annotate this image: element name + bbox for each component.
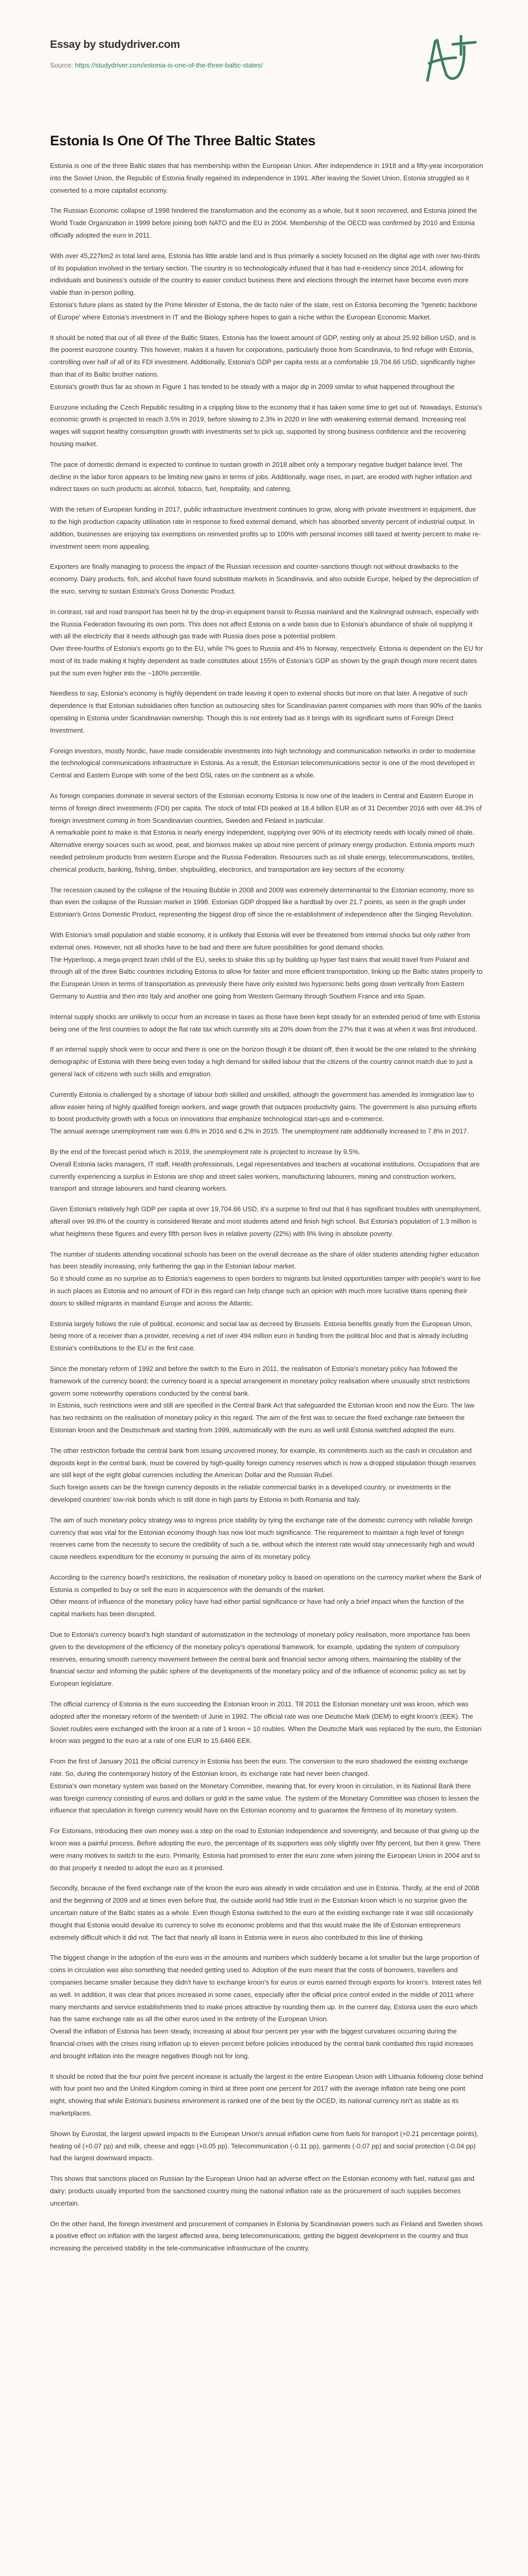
- essay-paragraph: In contrast, rail and road transport has been hit by the drop-in equipment transit to Russia mainland and the Kaliningrad outreach, especially with the Russia Federation favouring its own ports. This does not affect Estonia on a wide basis due to Estonia's abundance of shale oil supplying it with all the electricity that it needs although gas trade with Russia does pose a potential problem.: [50, 607, 479, 640]
- source-link[interactable]: https://studydriver.com/estonia-is-one-of-the-three-baltic-states/: [75, 61, 263, 69]
- essay-paragraph: The Hyperloop, a mega-project brain child of the EU, seeks to shake this up by building up hyper fast trains that would travel from Poland and through all of the three Baltic countries including Estonia to allow for faster and more efficient transportation, linking up the Baltic states properly to the European Union in terms of transportation as previously there have only existed two hypersonic belts going down vertically from Eastern Germany to Austria and then into Italy and another one going from Western Germany through Southern France and into Spain.: [50, 955, 483, 1001]
- essay-paragraph: The other restriction forbade the central bank from issuing uncovered money, for example, its commitments such as the cash in circulation and deposits kept in the central bank, must be covered by high-quality foreign currency reserves which is now a dropped stipulation though reserves are still kept of the eight global currencies including the American Dollar and the Russian Rubel.: [50, 1446, 476, 1479]
- essay-paragraph: Estonia is one of the three Baltic states that has membership within the European Union. After independence in 1918 and a fifty-year incorporation into the Soviet Union, the Republic of Estonia finally regained its independence in 1991. After leaving the Soviet Union, Estonia struggled as it converted to a more capitalist economy.: [50, 162, 483, 194]
- essay-paragraph: Other means of influence of the monetary policy have had either partial significance or have had only a brief impact when the function of the capital markets has been disrupted.: [50, 1598, 464, 1618]
- essay-paragraph: So it should come as no surprise as to Estonia's eagerness to open borders to migrants but limited opportunities tamper with people's want to live in such places as Estonia and no amount of FDI in this regard can help change such an opinion with much more lucrative titans opening their doors to skilled migrants in mainland Europe and across the Atlantic.: [50, 1275, 481, 1307]
- essay-paragraph: Overall the inflation of Estonia has been steady, increasing at about four percent per year with the biggest curvatures occurring during the financial crises with the crises rising inflation up to eleven percent before policies introduced by the central bank combatted this rapid increases and brought inflation into the meagre negatives though not for long.: [50, 2027, 473, 2060]
- page-title: Estonia Is One Of The Three Baltic States: [50, 133, 316, 148]
- essay-paragraph: Given Estonia's relatively high GDP per capita at over 19,704.66 USD, it's a surprise to find out that it has significant troubles with unemployment, afterall over 99.8% of the country is considered literate and most students attend and finish high school. But Estonia's population of 1.3 million is what heightens these figures and every fifth person lives in relative poverty (22%) with 8% living in absolute poverty.: [50, 1205, 481, 1238]
- essay-paragraph: For Estonians, introducing their own money was a step on the road to Estonian independence and sovereignty, and because of that giving up the kroon was a painful process. Before adopting the euro, the percentage of its supporters was only slightly over fifty percent, but then it grew. There were many motives to switch to the euro. Primarily, Estonia had promised to enter the euro zone when joining the European Union in 2004 and to do that properly it needed to adopt the euro as it promised.: [50, 1827, 481, 1872]
- essay-paragraph: By the end of the forecast period which is 2019, the unemployment rate is projected to increase by 9.5%.: [50, 1147, 360, 1156]
- essay-paragraph: The recession caused by the collapse of the Housing Bubble in 2008 and 2009 was extremely determinantal to the Estonian economy, more so than even the collapse of the Russian market in 1998. Estonian GDP dropped like a hardball by over 21.7 points, as seen in the graph under Estonian's Gross Domestic Product, representing the biggest drop off since the re-establishment of independence after the Singing Revolution.: [50, 886, 474, 919]
- essay-paragraph: Such foreign assets can be the foreign currency deposits in the reliable commercial banks in a developed country, or investments in the developed countries' low-risk bonds which is still done in high parts by Estonia in both Romania and Italy.: [50, 1483, 451, 1503]
- essay-paragraph: Estonia largely follows the rule of political, economic and social law as decreed by Brussels. Estonia benefits greatly from the European Union, being more of a receiver than a provider, receiving a net of over 494 million euro in funding from the political bloc and that is already including Estonia's contributions to the EU in the first case.: [50, 1319, 472, 1352]
- essay-paragraph: The pace of domestic demand is expected to continue to sustain growth in 2018 albeit only a temporary negative budget balance level. The decline in the labor force appears to be limiting new gains in terms of jobs. Additionally, wage rises, in part, are eroded with higher inflation and indirect taxes on such products as alcohol, tobacco, fuel, hospitality, and catering.: [50, 460, 472, 493]
- essay-paragraph: With Estonia's small population and stable economy, it is unlikely that Estonia will ever be threatened from internal shocks but only rather from external ones. However, not all shocks have to be bad and there are future possibilities for good demand shocks.: [50, 931, 471, 951]
- essay-paragraph: From the first of January 2011 the official currency in Estonia has been the euro. The conversion to the euro shadowed the existing exchange rate. So, during the contemporary history of the Estonian kroon, its exchange rate had never been changed.: [50, 1757, 468, 1778]
- essay-paragraph: The biggest change in the adoption of the euro was in the amounts and numbers which suddenly became a lot smaller but the large proportion of coins in circulation was also something that needed getting used to. Adoption of the euro meant that the costs of borrowers, travellers and companies became smaller because they didn't have to exchange kroon's for euros or euros earned through exports for kroon's. Interest rates fell as well. In addition, it was clear that prices increased in some cases, especially after the official price control ended in the middle of 2011 where many merchants and service establishments tried to make prices attractive by rounding them up. In the current day, Estonia uses the euro which has the same exchange rate as all the other euros used in the entirety of the European Union.: [50, 1954, 482, 2023]
- essay-paragraph: The Russian Economic collapse of 1998 hindered the transformation and the economy as a whole, but it soon recovered, and Estonia joined the World Trade Organization in 1999 before joining both NATO and the EU in 2004. Membership of the OECD was confirmed by 2010 and Estonia officially adopted the euro in 2011.: [50, 207, 477, 239]
- essay-paragraph: If an internal supply shock were to occur and there is one on the horizon though it be distant off, then it would be the one related to the shrinking demographic of Estonia with there being even today a high demand for skilled labour that the citizens of the country cannot match due to just a general lack of citizens with such skills and emigration.: [50, 1045, 476, 1078]
- essay-paragraph: Foreign investors, mostly Nordic, have made considerable investments into high technology and communication networks in order to modernise the technological communications infrastructure in Estonia. As a result, the Estonian telecommunications sector is one of the most developed in Central and Eastern Europe with some of the best DSL rates on the continent as a whole.: [50, 747, 476, 779]
- brand-heading: Essay by studydriver.com: [50, 39, 180, 50]
- essay-paragraph: On the other hand, the foreign investment and procurement of companies in Estonia by Scandinavian powers such as Finland and Sweden shows a positive effect on inflation with the largest affected area, being telecommunications, getting the biggest development in the country and thus increasing the perceived stability in the tele-communicative infrastructure of the country.: [50, 2219, 483, 2252]
- essay-paragraph: Due to Estonia's currency board's high standard of automatization in the technology of monetary policy realisation, more importance has been given to the development of the efficiency of the monetary policy's operational framework, for example, updating the system of compulsory reserves, ensuring smooth currency movement between the central bank and financial sector among others, maintaining the stability of the financial sector and informing the public sphere of the developments of the monetary policy and of the influence of economic policy as set by European legislature.: [50, 1631, 470, 1688]
- essay-paragraph: According to the currency board's restrictions, the realisation of monetary policy is based on operations on the currency market where the Bank of Estonia is compelled to buy or sell the euro in acquiescence with the demands of the market.: [50, 1573, 482, 1594]
- essay-paragraph: Overall Estonia lacks managers, IT staff, Health professionals, Legal representatives and teachers at vocational institutions. Occupations that are currently experiencing a surplus in Estonia are shop and street sales workers, manufacturing labourers, mining and construction workers, transport and storage labourers and hand cleaning workers.: [50, 1160, 480, 1193]
- essay-paragraph: Needless to say, Estonia's economy is highly dependent on trade leaving it open to external shocks but more on that later. A negative of such dependence is that Estonian subsidiaries often function as outsourcing sites for Scandinavian parent companies with more than 90% of the banks operating in Estonia under Scandinavian ownership. Though this is not entirely bad as it brings with its significant sums of Foreign Direct Investment.: [50, 689, 482, 734]
- essay-paragraph: Estonia's future plans as stated by the Prime Minister of Estonia, the de facto ruler of the state, rest on Estonia becoming the ?genetic backbone of Europe' where Estonia's investment in IT and the Biology sphere hopes to gain a niche within the European Economic Market.: [50, 300, 477, 321]
- essay-paragraph: The annual average unemployment rate was 6.8% in 2016 and 6.2% in 2015. The unemployment rate additionally increased to 7.8% in 2017.: [50, 1127, 469, 1136]
- essay-paragraph: Eurozone including the Czech Republic resulting in a crippling blow to the economy that it has taken some time to get out of. Nowadays, Estonia's economic growth is projected to reach 3.5% in 2019, before slowing to 2.3% in 2020 in line with weakening external demand. Increasing real wages will support healthy consumption growth with investments set to pick up, supported by strong business confidence and the recovering housing market.: [50, 403, 482, 448]
- essay-paragraph: Secondly, because of the fixed exchange rate of the kroon the euro was already in wide circulation and use in Estonia. Thirdly, at the end of 2008 and the beginning of 2009 and at times even before that, the outside world had little trust in the Estonian kroon which is no surprise given the uncertain nature of the Baltic states as a whole. Even though Estonia switched to the euro at the existing exchange rate it was still occasionally thought that Estonia would devalue its currency to solve its economic problems and that this would make the life of Estonian entrepreneurs extremely difficult which it did not. The fact that nearly all loans in Estonia were in euros also contributed to this line of thinking.: [50, 1884, 480, 1941]
- essay-paragraph: A remarkable point to make is that Estonia is nearly energy independent, supplying over 90% of its electricity needs with locally mined oil shale. Alternative energy sources such as wood, peat, and biomass makes up about nine percent of primary energy production. Estonia imports much needed petroleum products from western Europe and the Russia Federation. Resources such as oil shale energy, telecommunications, textiles, chemical products, banking, fishing, timber, shipbuilding, electronics, and transportation are key sectors of the economy.: [50, 828, 475, 873]
- essay-paragraph: Exporters are finally managing to process the impact of the Russian recession and counter-sanctions though not without drawbacks to the economy. Dairy products, fish, and alcohol have found substitute markets in Scandinavia, and also outside Europe, helped by the depreciation of the euro, serving to sustain Estonia's Gross Domestic Product.: [50, 563, 478, 595]
- essay-paragraph: With over 45,227km2 in total land area, Estonia has little arable land and is thus primarily a society focused on the digital age with over two-thirds of its population involved in the tertiary section. The country is so technologically infused that it has had e-residency since 2014, allowing for individuals and business's outside of the country to easier conduct business there and elections through the internet have become even more viable than in-person polling.: [50, 251, 480, 297]
- essay-paragraph: The official currency of Estonia is the euro succeeding the Estonian kroon in 2011. Till 2011 the Estonian monetary unit was kroon, which was adopted after the monetary reform of the twentieth of June in 1992. The official rate was one Deutsche Mark (DEM) to eight kroon's (EEK). The Soviet roubles were exchanged with the kroon at a rate of 1 kroon = 10 roubles. When the Deutsche Mark was replaced by the euro, the Estonian kroon was pegged to the euro at a rate of one EUR to 15.6466 EEK.: [50, 1700, 482, 1745]
- essay-paragraph: Internal supply shocks are unlikely to occur from an increase in taxes as those have been kept steady for an extended period of time with Estonia being one of the first countries to adopt the flat rate tax which currently sits at 20% down from the 27% that it was at when it was first introduced.: [50, 1012, 480, 1033]
- essay-paragraph: It should be noted that out of all three of the Baltic States, Estonia has the lowest amount of GDP, resting only at about 25.92 billion USD, and is the poorest eurozone country. This however, makes it a haven for corporations, particularly those from Scandinavia, to find refuge with Estonia, controlling over half of all of its FDI investment. Additionally, Estonia's GDP per capita rests at a comfortable 19,704.66 USD, significantly higher than that of its Baltic brother nations.: [50, 333, 476, 378]
- essay-paragraph: The aim of such monetary policy strategy was to ingress price stability by tying the exchange rate of the domestic currency with reliable foreign currency that was vital for the Estonian economy though has now lost much significance. The requirement to maintain a high level of foreign reserves came from the necessity to secure the credibility of such a tie, without which the interest rate would stay unnecessarily high and would cause needless expenditure for the economy in pursuing the aims of its monetary policy.: [50, 1516, 475, 1561]
- essay-paragraph: Over three-fourths of Estonia's exports go to the EU, while 7% goes to Russia and 4% to Norway, respectively. Estonia is dependent on the EU for most of its trade making it highly dependent as trade constitutes about 155% of Estonia's GDP as shown by the graph though more recent dates put the sum even higher into the ~180% percentile.: [50, 645, 483, 677]
- essay-paragraph: The number of students attending vocational schools has been on the overall decrease as the share of older students attending higher education has been steadily increasing, only furthering the gap in the Estonian labour market.: [50, 1250, 479, 1270]
- essay-paragraph: Estonia's growth thus far as shown in Figure 1 has tended to be steady with a major dip in 2009 similar to what happened throughout the: [50, 382, 455, 391]
- essay-paragraph: Since the monetary reform of 1992 and before the switch to the Euro in 2011, the realisation of Estonia's monetary policy has followed the framework of the currency board; the currency board is a special arrangement in monetary policy realisation where unusually strict restrictions govern some noteworthy operations conducted by the central bank.: [50, 1364, 470, 1397]
- essay-paragraph: Estonia's own monetary system was based on the Monetary Committee, meaning that, for every kroon in circulation, in its National Bank there was foreign currency consisting of euros and dollars or gold in the same value. The system of the Monetary Committee was chosen to lessen the influence that speculation in foreign currency would have on the Estonian economy and to guarantee the firmness of its monetary system.: [50, 1782, 480, 1815]
- essay-paragraph: Currently Estonia is challenged by a shortage of labour both skilled and unskilled, although the government has amended its immigration law to allow easier hiring of highly qualified foreign workers, and wage growth that outpaces productivity gains. The government is also pursuing efforts to boost productivity growth with a focus on innovations that emphasize technological start-ups and e-commerce.: [50, 1090, 477, 1123]
- essay-paragraph: With the return of European funding in 2017, public infrastructure investment continues to grow, along with private investment in equipment, due to the high production capacity utilisation rate in response to fixed external demand, which has absorbed seventy percent of industrial output. In addition, businesses are enjoying tax exemptions on reinvested profits up to 100% with personal incomes still taxed at twenty percent to make re-investment seem more appealing.: [50, 505, 481, 550]
- essay-body: [50, 160, 483, 2255]
- essay-paragraph: This shows that sanctions placed on Russian by the European Union had an adverse effect on the Estonian economy with fuel, natural gas and dairy; products usually imported from the sanctioned country rising the national inflation rate as the procurement of such supplies becomes uncertain.: [50, 2175, 474, 2207]
- essay-paragraph: In Estonia, such restrictions were and still are specified in the Central Bank Act that safeguarded the Estonian kroon and now the Euro. The law has two restraints on the realisation of monetary policy in this regard. The aim of the first was to secure the fixed exchange rate between the Estonian kroon and the Deutschmark and starting from 1999, automatically with the euro as well until Estonia switched adopted the euro.: [50, 1401, 474, 1434]
- essay-paragraph: Shown by Eurostat, the largest upward impacts to the European Union's annual inflation came from fuels for transport (+0.21 percentage points), heating oil (+0.07 pp) and milk, cheese and eggs (+0.05 pp). Telecommunication (-0.11 pp), garments (-0.07 pp) and social protection (-0.04 pp) had the largest downward impacts.: [50, 2129, 478, 2162]
- source-label: Source:: [50, 61, 75, 69]
- essay-paragraph: It should be noted that the four point five percent increase is actually the largest in the entire European Union with Lithuania following close behind with four point two and the United Kingdom coming in third at three point one percent for 2017 with the average inflation rate being one point eight, showing that while Estonia's business environment is ranked one of the best by the OCED, its national currency isn't as stable as its marketplaces.: [50, 2072, 483, 2117]
- a-plus-logo-icon: [426, 35, 477, 86]
- essay-paragraph: As foreign companies dominate in several sectors of the Estonian economy Estonia is now one of the leaders in Central and Eastern Europe in terms of foreign direct investments (FDI) per capita. The stock of total FDI peaked at 18.4 billion EUR as of 31 December 2016 with over 48.3% of foreign investment coming in from Scandinavian countries, Sweden and Finland in particular.: [50, 792, 482, 824]
